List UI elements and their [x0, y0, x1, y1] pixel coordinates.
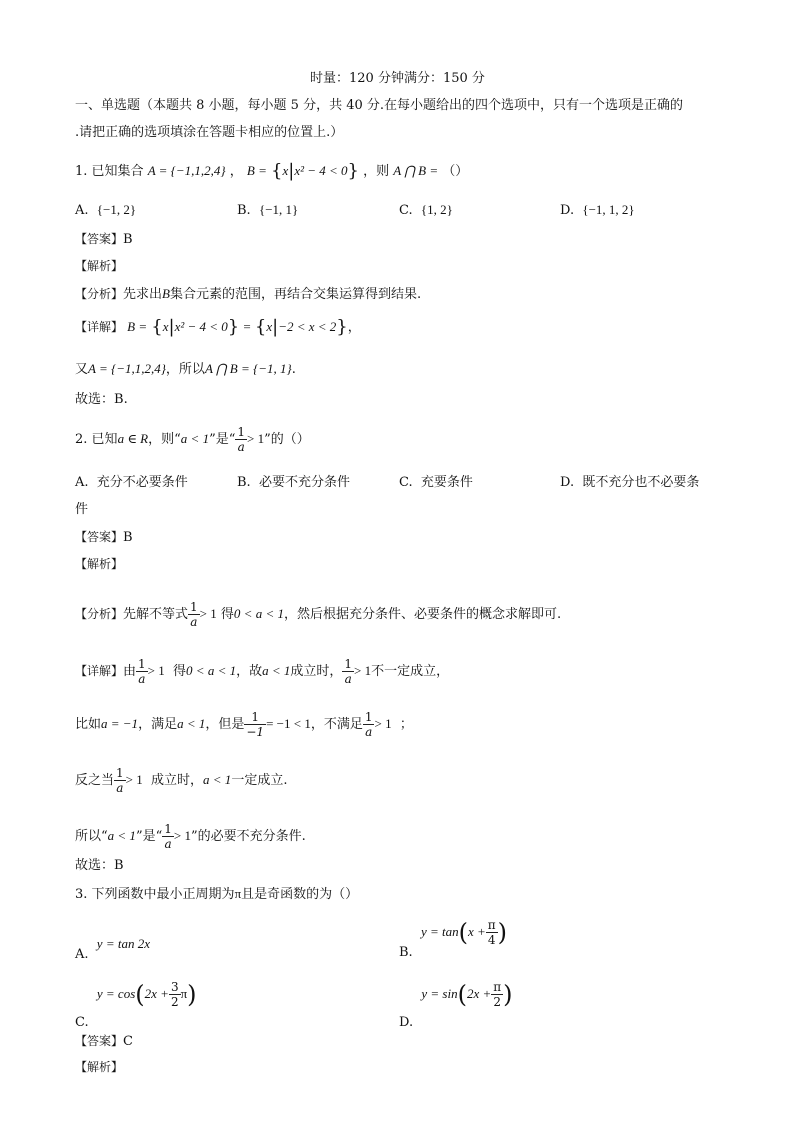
- q1-number: 1.: [75, 164, 88, 179]
- q3-option-d: D. y = sin(2x + $\frac{\pi}{2}$ ): [399, 980, 513, 1030]
- q2-option-b: B. 必要不充分条件: [237, 475, 350, 490]
- q1-expr: A ⋂ B =: [393, 163, 439, 178]
- q3-analysis-label: 【解析】: [75, 1060, 124, 1074]
- q1-detail-line1: 【详解】 B = {x|x² − 4 < 0} = {x|−2 < x < 2}，: [75, 316, 361, 338]
- q1-fenxi: 【分析】先求出B集合元素的范围，再结合交集运算得到结果.: [75, 286, 422, 302]
- q1-stem: [75, 162, 468, 181]
- q1-set-b-lhs: B =: [246, 163, 267, 178]
- q2-choose: 故选：B: [75, 858, 124, 873]
- q1-choose: 故选：B.: [75, 392, 128, 407]
- section-title-line1: 一、单选题（本题共 8 小题，每小题 5 分，共 40 分.在每小题给出的四个选项中，只有一个选项是正确的: [75, 98, 684, 113]
- q2-option-c: C. 充要条件: [399, 475, 473, 490]
- q1-set-b-var: x: [282, 163, 289, 178]
- q2-detail-line3: 反之当 $\frac{1}{a}$ > 1 成立时，a < 1一定成立.: [75, 766, 288, 795]
- q2-option-d-wrap: 件: [75, 502, 89, 517]
- q3-stem: 3. 下列函数中最小正周期为π且是奇函数的为（）: [75, 886, 359, 902]
- q3-option-b: B. y = tan(x + $\frac{\pi}{4}$ ): [399, 918, 508, 960]
- q1-stem-text: 已知集合: [91, 164, 144, 179]
- q1-left-brace: {: [271, 160, 283, 182]
- q3-answer: 【答案】C: [75, 1034, 133, 1049]
- q1-right-brace: }: [347, 160, 359, 182]
- q1-comma: ，: [229, 164, 243, 179]
- q2-detail-line2: 比如a = −1，满足a < 1，但是 $\frac{1}{-1}$ = −1 < 1，不满足 $\frac{1}{a}$ > 1 ；: [75, 710, 413, 739]
- q1-analysis-label: 【解析】: [75, 259, 124, 273]
- q2-detail-line4: 所以“a < 1”是“ $\frac{1}{a}$ > 1”的必要不充分条件.: [75, 822, 306, 851]
- q1-detail-line2: 又A = {−1,1,2,4}，所以A ⋂ B = {−1, 1}.: [75, 361, 296, 377]
- q1-option-a: A. {−1, 2}: [75, 202, 137, 218]
- q1-option-b: B. {−1, 1}: [237, 202, 299, 218]
- q1-option-c: C. {1, 2}: [399, 202, 453, 218]
- q1-bar: |: [288, 160, 295, 182]
- q1-option-d: D. {−1, 1, 2}: [560, 202, 635, 218]
- q1-paren: （）: [442, 164, 469, 179]
- q2-detail-line1: 【详解】由 $\frac{1}{a}$ > 1 得0 < a < 1，故a < 1成立时， $\frac{1}{a}$ > 1不一定成立，: [75, 657, 450, 686]
- q2-frac: $\frac{1}{a}$: [237, 425, 246, 454]
- q2-analysis-label: 【解析】: [75, 557, 124, 571]
- q3-option-a: A. y = tan 2x: [75, 936, 150, 962]
- q1-then: ，则: [363, 164, 390, 179]
- q1-answer: 【答案】B: [75, 232, 133, 247]
- q2-stem: 2. 已知a ∈ R，则“a < 1”是“ $\frac{1}{a}$ > 1”的（）: [75, 425, 310, 454]
- q2-option-d: D. 既不充分也不必要条: [560, 475, 700, 490]
- q2-fenxi: 【分析】先解不等式 $\frac{1}{a}$ > 1 得0 < a < 1，然后根据充分条件、必要条件的概念求解即可.: [75, 600, 562, 629]
- q2-option-a: A. 充分不必要条件: [75, 475, 188, 490]
- q3-option-c: C. y = cos(2x + $\frac{3}{2}$ π): [75, 980, 197, 1030]
- section-title-line2: .请把正确的选项填涂在答题卡相应的位置上.）: [75, 125, 344, 140]
- q1-set-b-cond: x² − 4 < 0: [294, 163, 348, 178]
- q2-answer: 【答案】B: [75, 530, 133, 545]
- time-score-line: 时量：120 分钟满分：150 分: [310, 71, 485, 86]
- q1-set-a: A = {−1,1,2,4}: [147, 163, 226, 178]
